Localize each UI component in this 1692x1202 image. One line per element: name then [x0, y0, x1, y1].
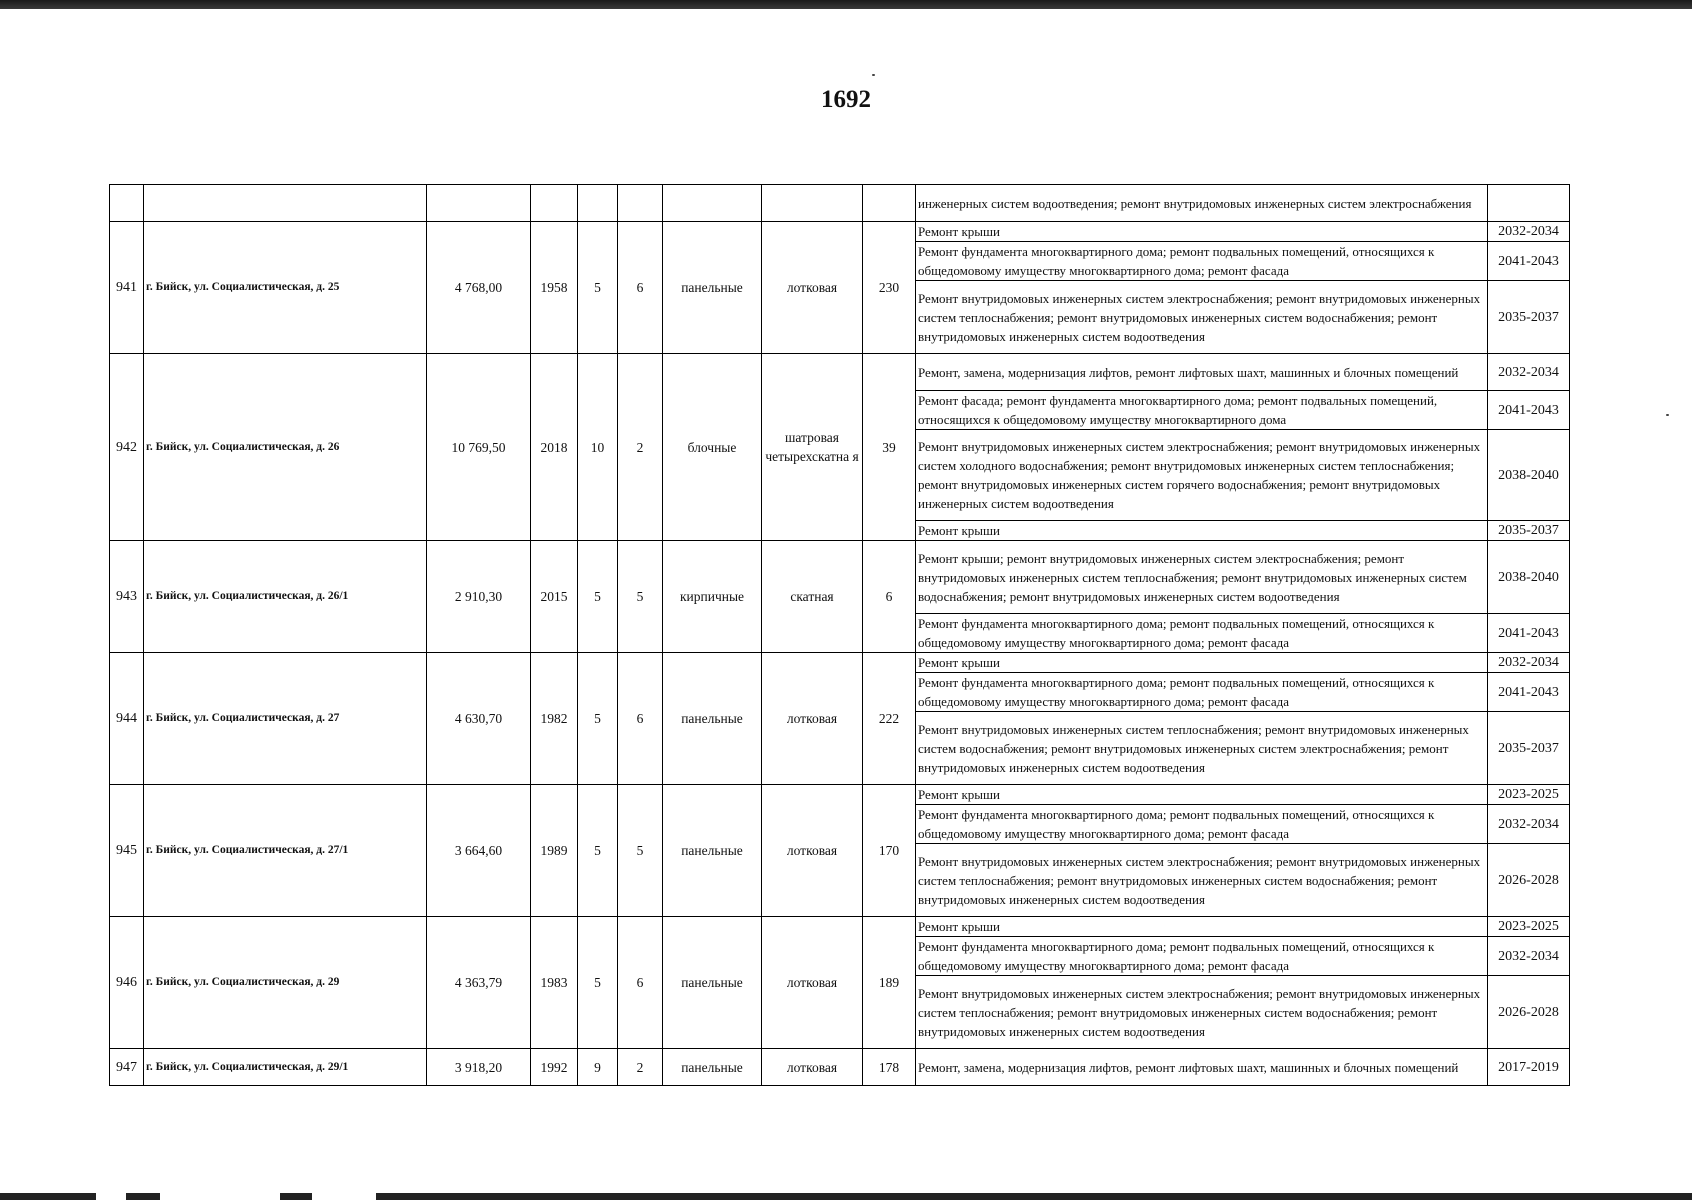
wall-material: панельные [663, 222, 762, 354]
building-entrances: 6 [618, 917, 663, 1049]
work-description: Ремонт, замена, модернизация лифтов, ремонт лифтовых шахт, машинных и блочных помещений [916, 354, 1488, 391]
building-address: г. Бийск, ул. Социалистическая, д. 27/1 [144, 785, 427, 917]
work-description: Ремонт внутридомовых инженерных систем электроснабжения; ремонт внутридомовых инженерных систем теплоснабжения; ремонт внутридомовых инженерных систем водоснабжения; ремонт внутридомовых инженерных систем водоотведения [916, 281, 1488, 354]
building-entrances: 2 [618, 1049, 663, 1086]
roof-type: шатровая четырехскатна я [762, 354, 863, 541]
work-period: 2026-2028 [1488, 844, 1570, 917]
building-floors: 5 [578, 917, 618, 1049]
scan-top-edge [0, 0, 1692, 9]
building-year: 1958 [531, 222, 578, 354]
building-address: г. Бийск, ул. Социалистическая, д. 27 [144, 653, 427, 785]
building-area: 4 768,00 [427, 222, 531, 354]
empty-cell [144, 185, 427, 222]
building-year: 1989 [531, 785, 578, 917]
building-number: 945 [110, 785, 144, 917]
work-period: 2035-2037 [1488, 281, 1570, 354]
roof-type: лотковая [762, 222, 863, 354]
building-address: г. Бийск, ул. Социалистическая, д. 25 [144, 222, 427, 354]
building-floors: 5 [578, 541, 618, 653]
work-description: Ремонт, замена, модернизация лифтов, ремонт лифтовых шахт, машинных и блочных помещений [916, 1049, 1488, 1086]
building-address: г. Бийск, ул. Социалистическая, д. 26 [144, 354, 427, 541]
work-period: 2032-2034 [1488, 222, 1570, 242]
building-number: 946 [110, 917, 144, 1049]
scan-speck [1666, 414, 1669, 416]
empty-cell [863, 185, 916, 222]
work-period: 2041-2043 [1488, 242, 1570, 281]
building-area: 4 363,79 [427, 917, 531, 1049]
work-description: инженерных систем водоотведения; ремонт внутридомовых инженерных систем электроснабжения [916, 185, 1488, 222]
work-period: 2041-2043 [1488, 614, 1570, 653]
building-area: 4 630,70 [427, 653, 531, 785]
building-address: г. Бийск, ул. Социалистическая, д. 26/1 [144, 541, 427, 653]
scan-gap [312, 1190, 376, 1202]
work-description: Ремонт внутридомовых инженерных систем электроснабжения; ремонт внутридомовых инженерных систем теплоснабжения; ремонт внутридомовых инженерных систем водоснабжения; ремонт внутридомовых инженерных систем водоотведения [916, 976, 1488, 1049]
empty-cell [762, 185, 863, 222]
work-period: 2038-2040 [1488, 430, 1570, 521]
work-description: Ремонт внутридомовых инженерных систем теплоснабжения; ремонт внутридомовых инженерных систем водоснабжения; ремонт внутридомовых инженерных систем электроснабжения; ремонт внутридомовых инженерных систем водоотведения [916, 712, 1488, 785]
building-year: 2018 [531, 354, 578, 541]
building-entrances: 6 [618, 653, 663, 785]
work-description: Ремонт фундамента многоквартирного дома; ремонт подвальных помещений, относящихся к общедомовому имуществу многоквартирного дома; ремонт фасада [916, 673, 1488, 712]
building-year: 1992 [531, 1049, 578, 1086]
wall-material: блочные [663, 354, 762, 541]
work-period: 2035-2037 [1488, 521, 1570, 541]
scan-gap [160, 1190, 280, 1202]
roof-type: лотковая [762, 1049, 863, 1086]
work-period: 2017-2019 [1488, 1049, 1570, 1086]
work-description: Ремонт фасада; ремонт фундамента многоквартирного дома; ремонт подвальных помещений, относящихся к общедомовому имуществу многоквартирного дома [916, 391, 1488, 430]
wall-material: панельные [663, 785, 762, 917]
work-period: 2041-2043 [1488, 391, 1570, 430]
building-number: 942 [110, 354, 144, 541]
work-period: 2041-2043 [1488, 673, 1570, 712]
work-description: Ремонт фундамента многоквартирного дома; ремонт подвальных помещений, относящихся к общедомовому имуществу многоквартирного дома; ремонт фасада [916, 805, 1488, 844]
building-entrances: 5 [618, 541, 663, 653]
residents-count: 6 [863, 541, 916, 653]
table-row [110, 354, 1570, 391]
residents-count: 39 [863, 354, 916, 541]
building-area: 10 769,50 [427, 354, 531, 541]
empty-cell [531, 185, 578, 222]
building-area: 3 918,20 [427, 1049, 531, 1086]
building-floors: 5 [578, 653, 618, 785]
building-floors: 9 [578, 1049, 618, 1086]
wall-material: панельные [663, 1049, 762, 1086]
work-description: Ремонт крыши [916, 222, 1488, 242]
residents-count: 178 [863, 1049, 916, 1086]
building-entrances: 2 [618, 354, 663, 541]
work-period: 2023-2025 [1488, 917, 1570, 937]
table-row [110, 785, 1570, 805]
table-row [110, 1049, 1570, 1086]
scan-speck [872, 74, 875, 76]
building-address: г. Бийск, ул. Социалистическая, д. 29/1 [144, 1049, 427, 1086]
work-period: 2026-2028 [1488, 976, 1570, 1049]
residents-count: 230 [863, 222, 916, 354]
table-body [110, 185, 1570, 1086]
empty-cell [663, 185, 762, 222]
empty-cell [578, 185, 618, 222]
building-address: г. Бийск, ул. Социалистическая, д. 29 [144, 917, 427, 1049]
table-row [110, 917, 1570, 937]
building-number: 947 [110, 1049, 144, 1086]
work-description: Ремонт крыши [916, 785, 1488, 805]
empty-cell [427, 185, 531, 222]
work-period [1488, 185, 1570, 222]
work-description: Ремонт крыши [916, 653, 1488, 673]
roof-type: скатная [762, 541, 863, 653]
scan-gap [96, 1190, 126, 1202]
work-period: 2035-2037 [1488, 712, 1570, 785]
building-area: 2 910,30 [427, 541, 531, 653]
residents-count: 170 [863, 785, 916, 917]
work-description: Ремонт фундамента многоквартирного дома; ремонт подвальных помещений, относящихся к общедомовому имуществу многоквартирного дома; ремонт фасада [916, 937, 1488, 976]
building-floors: 5 [578, 785, 618, 917]
work-period: 2032-2034 [1488, 937, 1570, 976]
work-period: 2032-2034 [1488, 354, 1570, 391]
work-description: Ремонт фундамента многоквартирного дома; ремонт подвальных помещений, относящихся к общедомовому имуществу многоквартирного дома; ремонт фасада [916, 242, 1488, 281]
building-floors: 5 [578, 222, 618, 354]
wall-material: кирпичные [663, 541, 762, 653]
building-area: 3 664,60 [427, 785, 531, 917]
work-description: Ремонт внутридомовых инженерных систем электроснабжения; ремонт внутридомовых инженерных систем теплоснабжения; ремонт внутридомовых инженерных систем водоснабжения; ремонт внутридомовых инженерных систем водоотведения [916, 844, 1488, 917]
building-year: 1982 [531, 653, 578, 785]
wall-material: панельные [663, 917, 762, 1049]
building-entrances: 6 [618, 222, 663, 354]
roof-type: лотковая [762, 653, 863, 785]
residents-count: 222 [863, 653, 916, 785]
work-period: 2032-2034 [1488, 805, 1570, 844]
roof-type: лотковая [762, 785, 863, 917]
work-description: Ремонт фундамента многоквартирного дома; ремонт подвальных помещений, относящихся к общедомовому имуществу многоквартирного дома; ремонт фасада [916, 614, 1488, 653]
table-row [110, 541, 1570, 614]
residents-count: 189 [863, 917, 916, 1049]
building-year: 2015 [531, 541, 578, 653]
work-description: Ремонт крыши [916, 521, 1488, 541]
building-floors: 10 [578, 354, 618, 541]
building-year: 1983 [531, 917, 578, 1049]
work-period: 2023-2025 [1488, 785, 1570, 805]
page-number: 1692 [821, 86, 871, 113]
building-entrances: 5 [618, 785, 663, 917]
work-period: 2032-2034 [1488, 653, 1570, 673]
empty-cell [618, 185, 663, 222]
table-row [110, 653, 1570, 673]
continuation-row [110, 185, 1570, 222]
roof-type: лотковая [762, 917, 863, 1049]
work-period: 2038-2040 [1488, 541, 1570, 614]
work-description: Ремонт внутридомовых инженерных систем электроснабжения; ремонт внутридомовых инженерных систем холодного водоснабжения; ремонт внутридомовых инженерных систем теплоснабжения; ремонт внутридомовых инженерных систем горячего водоснабжения; ремонт внутридомовых инженерных систем водоотведения [916, 430, 1488, 521]
wall-material: панельные [663, 653, 762, 785]
building-number: 943 [110, 541, 144, 653]
empty-cell [110, 185, 144, 222]
building-number: 944 [110, 653, 144, 785]
building-number: 941 [110, 222, 144, 354]
work-description: Ремонт крыши [916, 917, 1488, 937]
housing-repair-table [109, 184, 1570, 1086]
work-description: Ремонт крыши; ремонт внутридомовых инженерных систем электроснабжения; ремонт внутридомовых инженерных систем теплоснабжения; ремонт внутридомовых инженерных систем водоснабжения; ремонт внутридомовых инженерных систем водоотведения [916, 541, 1488, 614]
table-row [110, 222, 1570, 242]
